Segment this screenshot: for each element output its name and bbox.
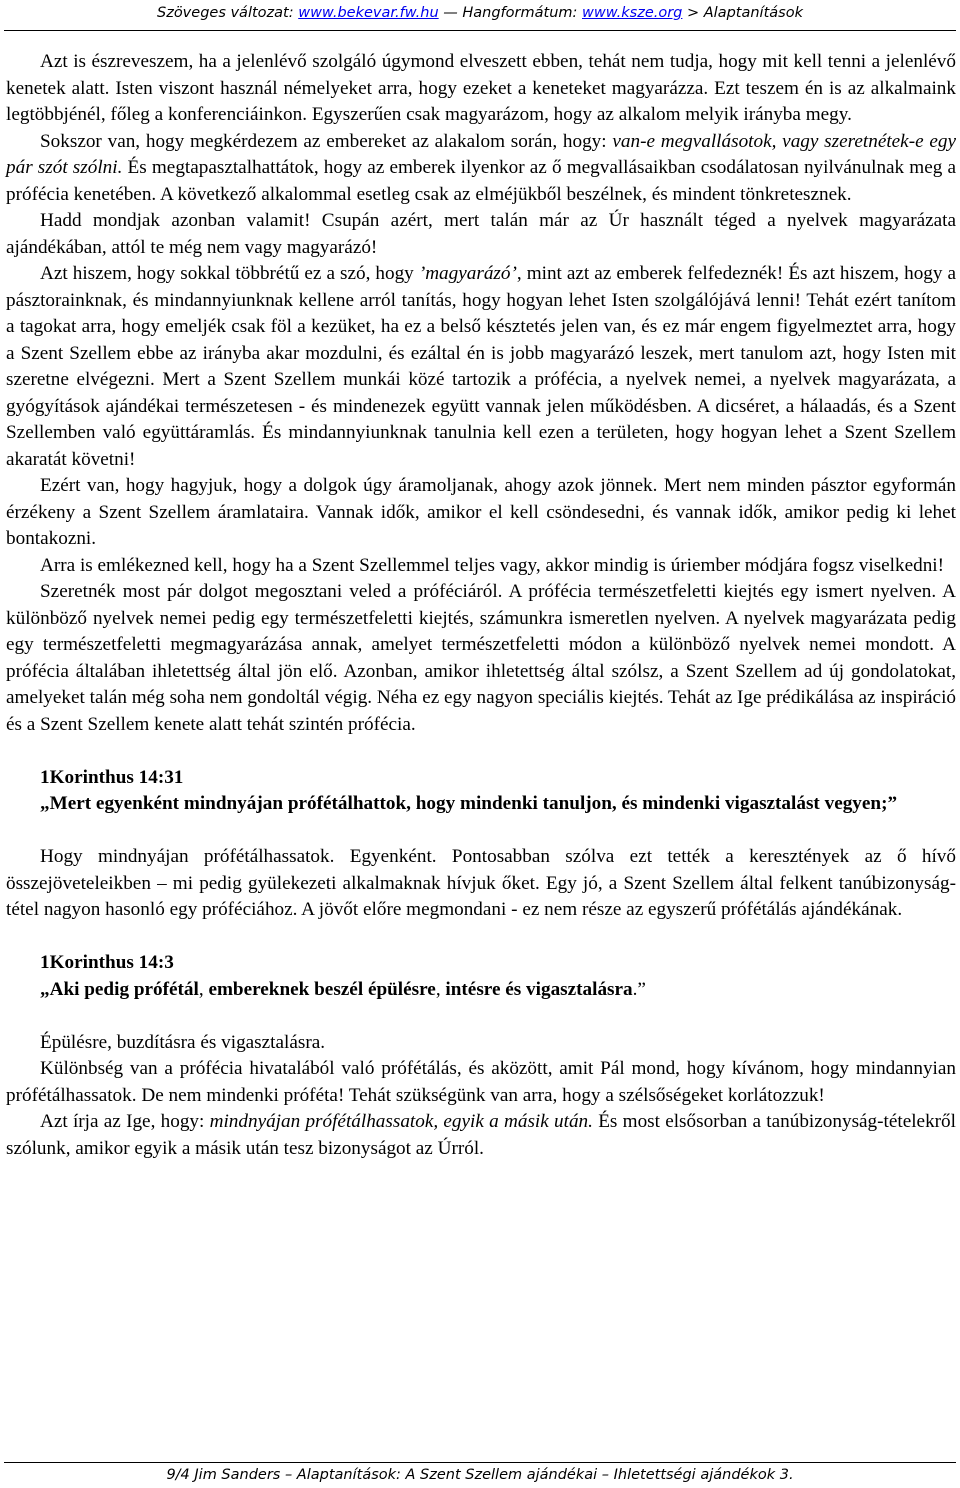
spacer [6, 738, 956, 765]
quote-separator: , [435, 978, 446, 1000]
paragraph: Arra is emlékezned kell, hogy ha a Szent Szellemmel teljes vagy, akkor mindig is úriember módjára fogsz viselkedni! [40, 554, 945, 576]
paragraph: Ezért van, hogy hagyjuk, hogy a dolgok úgy áramoljanak, ahogy azok jönnek. Mert nem minden pásztor egyformán érzékeny a Szent Szellem áramlataira. Vannak idők, amikor el kell csöndesedni, és vannak idők, amikor pedig ki lehet bontakozni. [6, 475, 956, 549]
paragraph: Szeretnék most pár dolgot megosztani veled a próféciáról. A prófécia természetfeletti kiejtés egy ismert nyelven. A különböző nyelvek nemei pedig egy természetfeletti kiejtés, számunkra ismeretlen nyelven. A nyelvek magyarázata pedig egy természetfeletti megmagyarázása annak, amelyet természetfeletti módon a különböző nyelvek nemei mondott. A prófécia általában ihletettség által jön elő. Azonban, amikor ihletettség által szólsz, a Szent Szellem ad új gondolatokat, amelyeket talán még soha nem gondoltál végig. Néha ez egy nagyon speciális kiejtés. Tehát az Ige prédikálása az inspiráció és a Szent Szellem kenete alatt tehát szintén prófécia. [6, 581, 956, 735]
paragraph: Épülésre, buzdításra és vigasztalásra. [40, 1031, 326, 1053]
paragraph [6, 129, 956, 209]
text-run: És megtapasztalhattátok, hogy az emberek ilyenkor az ő megvallásaikban csodálatosan nyilvánulnak meg a prófécia kenetében. A következő alkalommal esetleg csak az elméjükből beszélnek, és mindent tönkretesznek. [6, 157, 956, 205]
paragraph [6, 261, 956, 473]
quote-end: .” [632, 978, 646, 1000]
paragraph: Különbség van a prófécia hivatalából való prófétálás, és aközött, amit Pál mond, hogy kívánom, hogy mindannyian prófétálhassatok. De nem mindenki próféta! Tehát szükségünk van arra, hogy a szélsőségeket korlátozzuk! [6, 1058, 956, 1106]
italic-text: mindnyájan prófétálhassatok, egyik a másik után. [209, 1111, 593, 1132]
header-middle: — Hangformátum: [438, 5, 582, 21]
scripture-quote [6, 977, 956, 1004]
text-run: Azt hiszem, hogy sokkal többrétű ez a szó, hogy [40, 263, 419, 284]
spacer [6, 818, 956, 845]
paragraph: Hogy mindnyájan prófétálhassatok. Egyenként. Pontosabban szólva ezt tették a keresztények az ő hívő összejöveteleikben – mi pedig gyülekezeti alkalmaknak hívjuk őket. Egy jó, a Szent Szellem által felkent tanúbizonyság-tétel nagyon hasonló egy próféciához. A jövőt előre megmondani - ez nem része az egyszerű prófétálás ajándékának. [6, 846, 956, 920]
text-run: És most elsősorban a tanúbizonyság-tételekről szólunk, amikor egyik a másik után tesz bizonyságot az Úrról. [6, 1111, 956, 1159]
header-divider [4, 30, 956, 31]
spacer [6, 1003, 956, 1030]
quote-part: intésre és vigasztalásra [445, 978, 633, 1000]
text-run: Sokszor van, hogy megkérdezem az embereket az alakalom során, hogy: [40, 130, 613, 152]
text-run: , mint azt az emberek felfedeznék! És azt hiszem, hogy a pásztorainknak, és mindannyiunknak kellene arról tanítás, hogy hogyan lehet Isten szolgálójává lenni! Tehát ezért tanítom a tagokat arra, hogy emeljék csak föl a kezüket, ha ez a belső késztetés jelen van, és ez már engem figyelmeztet arra, hogy a Szent Szellem ebbe az irányba akar mozdulni, és ezáltal én is jobb magyarázó leszek, mert tanulom azt, hogy Isten mit szeretne elvégezni. Mert a Szent Szellem munkái közé tartozik a prófécia, a nyelvek nemei, a nyelvek magyarázata, a gyógyítások ajándékai természetesen - és mindenezek együtt vannak jelen működésben. A dicséret, a hálaadás, és a Szent Szellemben való együttáramlás. És mindannyiunknak tanulnia kell ezen a területen, hogy hogyan lehet a Szent Szellem akaratát követni! [6, 263, 957, 470]
quote-part: embereknek beszél épülésre [208, 978, 436, 1000]
spacer [6, 924, 956, 951]
ksze-link[interactable]: www.ksze.org [582, 5, 683, 21]
italic-text: van-e megvallásotok, vagy szeretnétek-e egy pár szót szólni. [6, 130, 956, 178]
scripture-quote: „Mert egyenként mindnyájan prófétálhattok, hogy mindenki tanuljon, és mindenki vigasztalást vegyen;” [40, 793, 898, 814]
quote-part: „Aki pedig prófétál [40, 978, 199, 1000]
scripture-reference: 1Korinthus 14:3 [40, 952, 174, 973]
document-body [6, 49, 956, 1162]
header-suffix: > Alaptanítások [682, 5, 803, 21]
footer-divider [4, 1462, 956, 1463]
paragraph [6, 1109, 956, 1162]
text-run: Azt írja az Ige, hogy: [40, 1111, 210, 1132]
paragraph: Azt is észreveszem, ha a jelenlévő szolgáló úgymond elveszett ebben, tehát nem tudja, hogy mit kell tenni a jelenlévő kenetek alatt. Isten viszont használ némelyeket arra, hogy ezeket a keneteket magyarázza. Ezt teszem én is az alkalmaink legtöbbjénél, főleg a konferenciáinkon. Egyszerűen csak magyarázom, hogy az alkalom melyik irányba megy. [6, 51, 956, 125]
italic-text: ’magyarázó’ [418, 263, 517, 284]
quote-separator: , [198, 978, 209, 1000]
paragraph: Hadd mondjak azonban valamit! Csupán azért, mert talán már az Úr használt téged a nyelvek magyarázata ajándékában, attól te még nem vagy magyarázó! [6, 210, 956, 258]
bekevar-link[interactable]: www.bekevar.fw.hu [298, 5, 439, 21]
page-footer: 9/4 Jim Sanders – Alaptanítások: A Szent Szellem ajándékai – Ihletettségi ajándékok 3. [166, 1467, 794, 1483]
header-prefix: Szöveges változat: [157, 5, 299, 21]
scripture-reference: 1Korinthus 14:31 [40, 766, 184, 788]
